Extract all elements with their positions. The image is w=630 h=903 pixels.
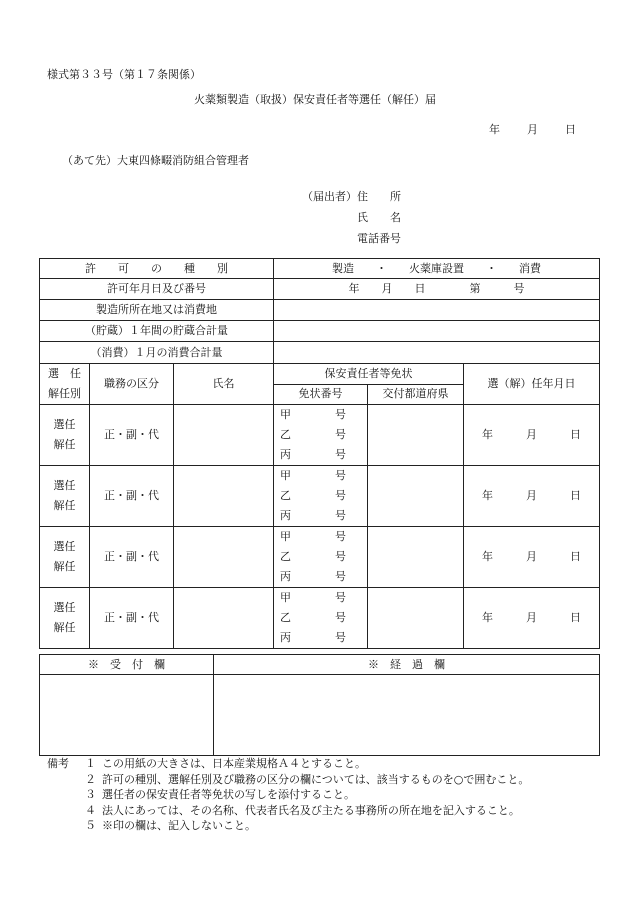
license-no-cell[interactable]: 乙 号	[274, 486, 368, 506]
name-cell[interactable]	[174, 466, 274, 527]
license-no-header: 免状番号	[274, 384, 368, 405]
header-row-1	[40, 364, 600, 385]
location-value[interactable]	[274, 300, 600, 321]
note-text: 選任者の保安責任者等免状の写しを添付すること。	[102, 788, 355, 801]
info-row-storage	[40, 321, 600, 342]
storage-value[interactable]	[274, 321, 600, 342]
applicant-address-label: 住 所	[357, 190, 401, 203]
note-number: ２	[85, 772, 96, 786]
appoint-kind-cell[interactable]: 選任 解任	[40, 405, 90, 466]
license-pref-header: 交付都道府県	[368, 384, 464, 405]
license-pref-cell[interactable]	[368, 527, 464, 588]
date-month: 月	[527, 123, 538, 136]
permit-type-options[interactable]: 製造 ・ 火薬庫設置 ・ 消費	[274, 259, 600, 279]
storage-label: （貯蔵）１年間の貯蔵合計量	[40, 321, 274, 342]
applicant-prefix: （届出者）	[302, 190, 357, 203]
name-cell[interactable]	[174, 588, 274, 649]
info-row-date	[40, 279, 600, 300]
entry-row	[40, 588, 600, 608]
license-header: 保安責任者等免状	[274, 364, 464, 385]
notes	[47, 756, 529, 834]
license-no-cell[interactable]: 甲 号	[274, 405, 368, 425]
location-label: 製造所所在地又は消費地	[40, 300, 274, 321]
form-number: 様式第３３号（第１７条関係）	[47, 68, 201, 81]
receipt-area	[40, 675, 214, 756]
name-cell[interactable]	[174, 527, 274, 588]
note-number: １	[85, 757, 96, 770]
role-header: 職務の区分	[90, 364, 174, 405]
license-no-cell[interactable]: 甲 号	[274, 527, 368, 547]
license-pref-cell[interactable]	[368, 588, 464, 649]
consumption-label: （消費）１月の消費合計量	[40, 342, 274, 364]
name-cell[interactable]	[174, 405, 274, 466]
license-no-cell[interactable]: 甲 号	[274, 466, 368, 486]
note-number: ３	[85, 788, 96, 801]
license-no-cell[interactable]: 丙 号	[274, 567, 368, 588]
office-use-table	[39, 654, 600, 756]
name-header: 氏名	[174, 364, 274, 405]
appoint-date-cell[interactable]: 年 月 日	[464, 405, 600, 466]
date-day: 日	[565, 123, 576, 136]
consumption-value[interactable]	[274, 342, 600, 364]
entry-row	[40, 466, 600, 486]
date-line	[489, 121, 576, 137]
license-no-cell[interactable]: 乙 号	[274, 608, 368, 628]
appoint-kind-cell[interactable]: 選任 解任	[40, 588, 90, 649]
license-no-cell[interactable]: 甲 号	[274, 588, 368, 608]
appoint-date-cell[interactable]: 年 月 日	[464, 527, 600, 588]
license-no-cell[interactable]: 乙 号	[274, 547, 368, 567]
application-table	[39, 258, 600, 649]
applicant-name-label: 氏 名	[357, 211, 401, 224]
form-title: 火薬類製造（取扱）保安責任者等選任（解任）届	[194, 93, 436, 106]
date-year: 年	[489, 123, 500, 136]
info-row-type	[40, 259, 600, 279]
info-row-consumption	[40, 342, 600, 364]
appoint-date-cell[interactable]: 年 月 日	[464, 588, 600, 649]
applicant-phone-label: 電話番号	[357, 232, 401, 245]
appoint-date-header: 選（解）任年月日	[464, 364, 600, 405]
role-cell[interactable]: 正・副・代	[90, 527, 174, 588]
entry-row	[40, 405, 600, 425]
role-cell[interactable]: 正・副・代	[90, 588, 174, 649]
note-number: ５	[85, 819, 96, 832]
entry-row	[40, 527, 600, 547]
license-no-cell[interactable]: 丙 号	[274, 445, 368, 466]
license-no-cell[interactable]: 丙 号	[274, 506, 368, 527]
progress-area	[214, 675, 600, 756]
appoint-kind-header: 選 任 解任別	[40, 364, 90, 405]
appoint-kind-cell[interactable]: 選任 解任	[40, 466, 90, 527]
appoint-kind-cell[interactable]: 選任 解任	[40, 527, 90, 588]
notes-heading: 備考	[47, 757, 69, 770]
license-no-cell[interactable]: 乙 号	[274, 425, 368, 445]
appoint-date-cell[interactable]: 年 月 日	[464, 466, 600, 527]
progress-header: ※ 経 過 欄	[214, 655, 600, 675]
note-number: ４	[85, 803, 96, 817]
note-text: この用紙の大きさは、日本産業規格Ａ４とすること。	[102, 757, 366, 770]
note-text: ※印の欄は、記入しないこと。	[102, 819, 256, 832]
role-cell[interactable]: 正・副・代	[90, 466, 174, 527]
permit-type-label: 許 可 の 種 別	[40, 259, 274, 279]
info-row-location	[40, 300, 600, 321]
license-pref-cell[interactable]	[368, 405, 464, 466]
note-text: 法人にあっては、その名称、代表者氏名及び主たる事務所の所在地を記入すること。	[102, 803, 520, 817]
permit-date-value[interactable]: 年 月 日 第 号	[274, 279, 600, 300]
license-no-cell[interactable]: 丙 号	[274, 628, 368, 649]
permit-date-label: 許可年月日及び番号	[40, 279, 274, 300]
receipt-header: ※ 受 付 欄	[40, 655, 214, 675]
license-pref-cell[interactable]	[368, 466, 464, 527]
addressee: （あて先）大東四條畷消防組合管理者	[62, 154, 249, 167]
note-text: 許可の種別、選解任別及び職務の区分の欄については、該当するものを○で囲むこと。	[102, 772, 530, 786]
role-cell[interactable]: 正・副・代	[90, 405, 174, 466]
